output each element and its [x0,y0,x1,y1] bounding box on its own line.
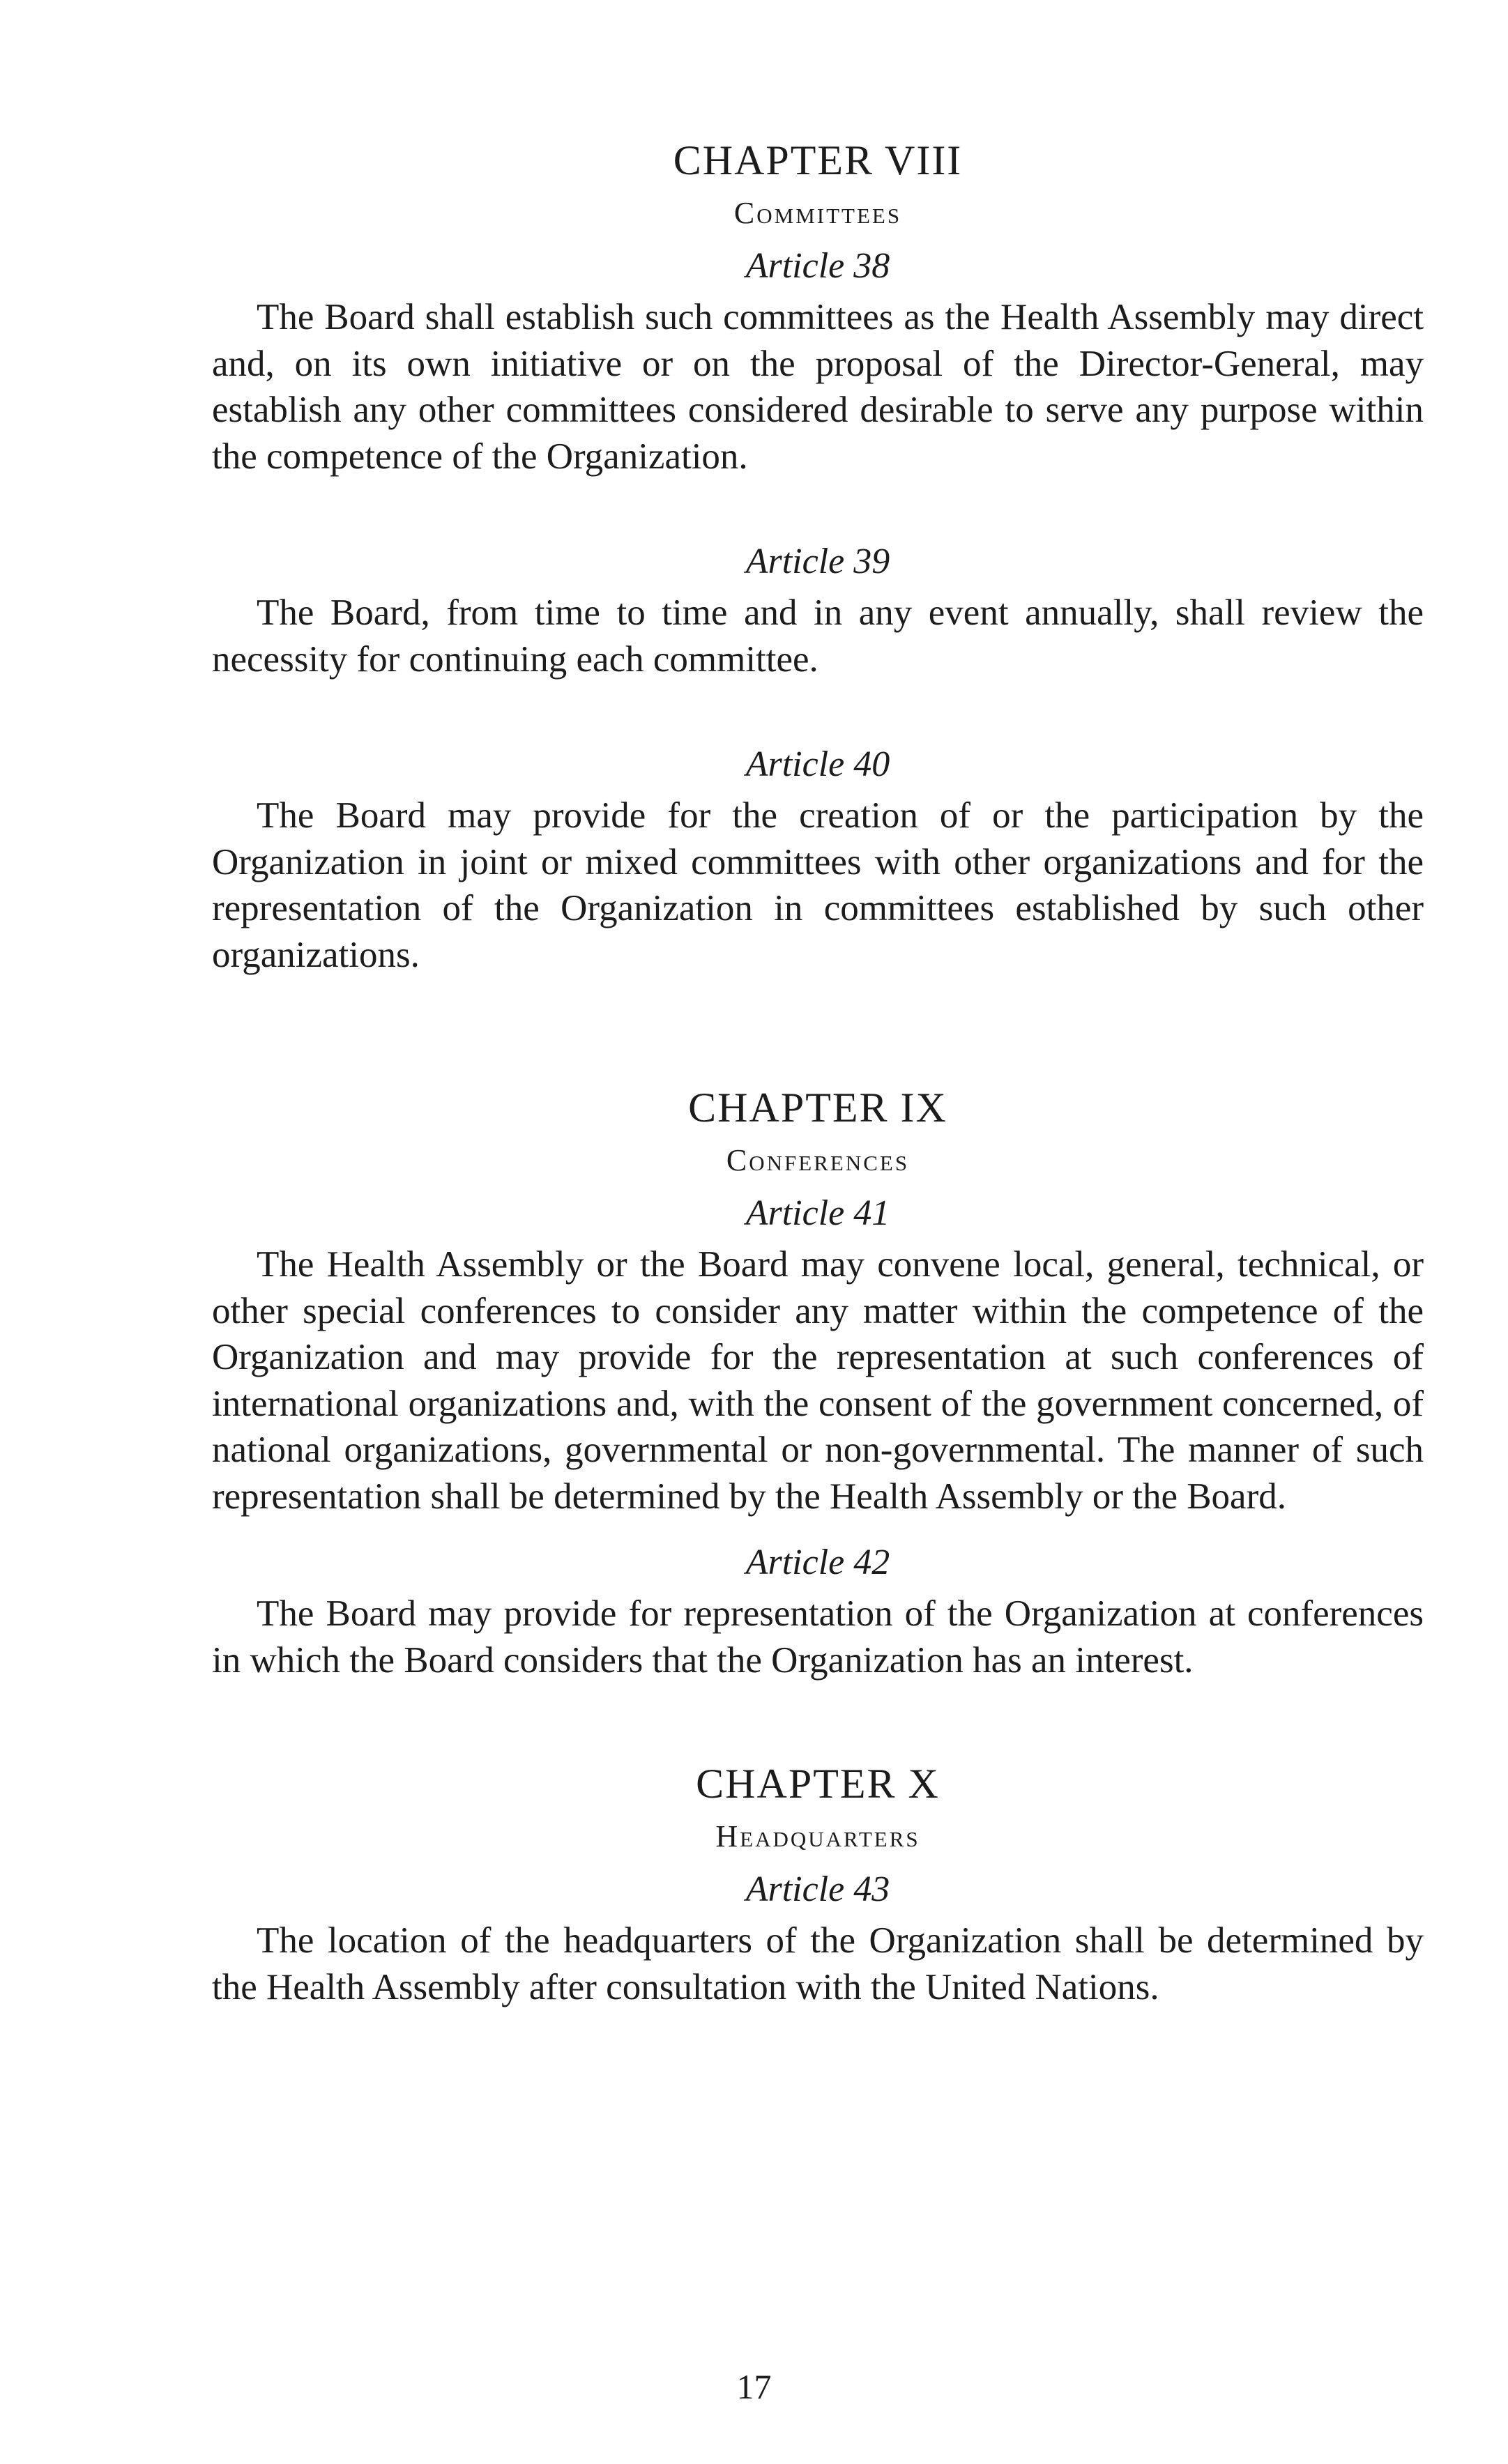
article-heading: Article 43 [745,1869,890,1909]
article-text: The Health Assembly or the Board may convene local, general, technical, or other special conferences to consider any matter within the competence of the Organization and may provide for the representation at such conferences of international organizations and, with the consent of the government concerned, of national organizations, governmental or non-governmental. The manner of such representation shall be determined by the Health Assembly or the Board. [212,1244,1424,1517]
article-heading: Article 38 [745,246,890,286]
article-text: The Board may provide for representation of the Organization at conferences in which the Board considers that the Organization has an interest. [212,1593,1424,1681]
page-number: 17 [736,2367,772,2406]
chapter-subtitle: Committees [733,196,902,230]
chapter-viii [212,132,1424,978]
article-text: The Board may provide for the creation of or the participation by the Organization in joint or mixed committees with other organizations and for the representation of the Organization in committees established by such other organizations. [212,795,1424,975]
chapter-x [212,1756,1424,2010]
document-page [212,132,1424,2010]
article-heading: Article 39 [745,542,890,581]
article-40 [212,737,1424,978]
chapter-title: CHAPTER IX [688,1085,947,1131]
article-text: The location of the headquarters of the Organization shall be determined by the Health Assembly after consultation with the United Nations. [212,1920,1424,2007]
chapter-subtitle: Conferences [726,1143,910,1177]
chapter-title: CHAPTER X [696,1761,940,1807]
article-text: The Board, from time to time and in any event annually, shall review the necessity for continuing each committee. [212,592,1424,680]
article-43 [212,1862,1424,2010]
chapter-title: CHAPTER VIII [673,137,963,183]
article-38 [212,238,1424,480]
article-39 [212,534,1424,682]
chapter-ix [212,1080,1424,1683]
article-heading: Article 41 [745,1193,890,1233]
chapter-subtitle: Headquarters [715,1819,920,1853]
article-heading: Article 40 [745,744,890,784]
article-heading: Article 42 [745,1543,890,1582]
article-41 [212,1186,1424,1520]
article-42 [212,1535,1424,1683]
article-text: The Board shall establish such committees as the Health Assembly may direct and, on its own initiative or on the proposal of the Director-General, may establish any other committees considered desirable to serve any purpose within the competence of the Organization. [212,297,1424,477]
